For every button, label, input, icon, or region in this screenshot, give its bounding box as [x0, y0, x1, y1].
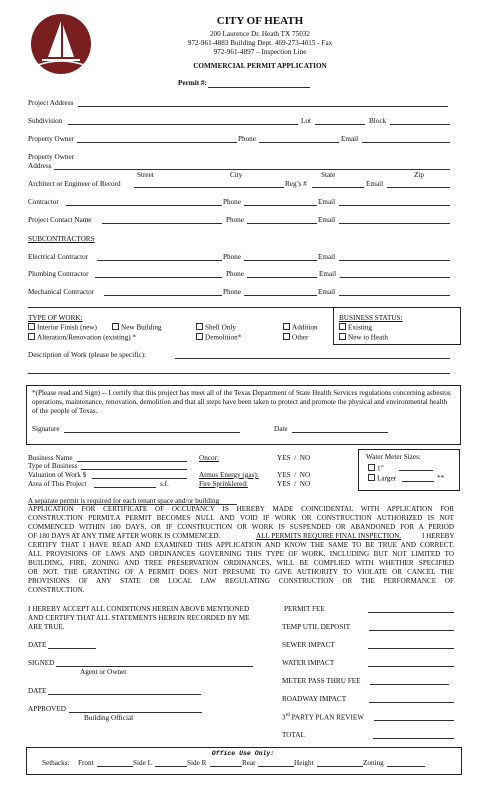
- acceptance-line-2: AND CERTIFY THAT ALL STATEMENTS HEREIN RECORDED BY ME: [28, 614, 250, 622]
- form-title: COMMERCIAL PERMIT APPLICATION: [193, 62, 327, 70]
- electrical-phone-field[interactable]: [244, 260, 317, 261]
- plumbing-label: Plumbing Contractor: [28, 270, 89, 278]
- side-r-field[interactable]: [210, 766, 242, 767]
- area-field[interactable]: [94, 487, 156, 488]
- architect-email-label: Email: [366, 180, 384, 188]
- city-logo: [30, 13, 92, 75]
- contact-email-label: Email: [318, 216, 336, 224]
- legal-line-9: PROVISIONS OF ANY STATE OR LOCAL LAW REGULATING CONSTRUCTION OR THE PERFORMANCE OF: [28, 577, 454, 585]
- owner-email-label: Email: [341, 135, 359, 143]
- side-l-field[interactable]: [155, 766, 187, 767]
- checkbox-icon: [28, 323, 35, 330]
- checkbox-icon: [196, 323, 203, 330]
- signature-label: Signature: [32, 425, 60, 433]
- type-of-work-rule: [28, 307, 333, 308]
- regs-field[interactable]: [312, 187, 364, 188]
- lot-label: Lot: [301, 117, 311, 125]
- owner-phone-label: Phone: [238, 135, 256, 143]
- side-l-label: Side L: [133, 759, 152, 767]
- front-label: Front: [78, 759, 94, 767]
- date-field-1[interactable]: [48, 648, 96, 649]
- acceptance-line-3: ARE TRUE.: [28, 623, 65, 631]
- business-name-label: Business Name: [28, 454, 73, 462]
- legal-line-3: COMMENCED WITHIN 180 DAYS, OR IF CONSTRUCTION OR WORK IS SUSPENDED OR ABANDONED FOR A PERIOD: [28, 523, 454, 531]
- business-name-field[interactable]: [77, 461, 187, 462]
- cert-date-label: Date: [274, 425, 288, 433]
- legal-line-7: BUILDING, FIRE, ZONING AND TREE PRESERVATION ORDINANCES, WILL BE COMPLIED WITH WHETHER SPECIFIED: [28, 559, 454, 567]
- mechanical-email-label: Email: [318, 288, 336, 296]
- height-label: Height: [294, 759, 314, 767]
- city-caption: City: [230, 171, 243, 179]
- fee-permit-field[interactable]: [368, 612, 454, 613]
- rear-label: Rear: [242, 759, 256, 767]
- option-addition[interactable]: Addition: [283, 323, 318, 332]
- separate-permit-note: A separate permit is required for each tenant space and/or building: [28, 497, 220, 505]
- date-label-2: DATE: [28, 687, 47, 695]
- fee-third-party-field[interactable]: [374, 720, 454, 721]
- option-new-building[interactable]: New Building: [112, 323, 162, 332]
- architect-field[interactable]: [134, 187, 284, 188]
- plumbing-email-label: Email: [319, 270, 337, 278]
- certification-text: *(Please read and Sign) -- I certify that this project has meet all of the Texas Department of State Health Services regulations concerning asbestos operations, maintenance, renovation, demolition and that all steps have been taken to protect and promote the physical and environmental health of the people of Texas.: [32, 389, 451, 415]
- legal-line-6: ALL PROVISIONS OF LAWS AND ORDINANCES GOVERNING THIS TYPE OF WORK, INCLUDING BUT NOT LIMITED TO: [28, 550, 454, 558]
- owner-phone-field[interactable]: [259, 142, 339, 143]
- fee-water-label: WATER IMPACT: [282, 659, 335, 667]
- contact-phone-label: Phone: [226, 216, 244, 224]
- mechanical-email-field[interactable]: [339, 295, 450, 296]
- electrical-field[interactable]: [97, 260, 222, 261]
- owner-address-field[interactable]: [54, 169, 450, 170]
- business-status-heading: BUSINESS STATUS:: [339, 314, 403, 322]
- project-contact-label: Project Contact Name: [28, 216, 92, 224]
- option-other[interactable]: Other: [283, 333, 308, 342]
- fee-sewer-label: SEWER IMPACT: [282, 641, 335, 649]
- signed-label: SIGNED: [28, 659, 55, 667]
- project-contact-field[interactable]: [102, 223, 222, 224]
- status-existing[interactable]: Existing: [339, 323, 372, 332]
- option-shell-only[interactable]: Shell Only: [196, 323, 236, 332]
- zoning-label: Zoning: [363, 759, 384, 767]
- checkbox-icon: [339, 333, 346, 340]
- block-label: Block: [369, 117, 387, 125]
- electrical-email-field[interactable]: [339, 260, 450, 261]
- mechanical-phone-field[interactable]: [244, 295, 317, 296]
- permit-number-label: Permit #:: [178, 79, 207, 87]
- legal-line-2: CONSTRUCTION PERMIT.A PERMIT BECOMES NULL AND VOID IF WORK OR CONSTRUCTION AUTHORIZED IS NOT: [28, 514, 454, 522]
- legal-line-5: CERTIFY THAT I HAVE READ AND EXAMINED THIS APPLICATION AND KNOW THE SAME TO BE TRUE AND CORRECT.: [28, 541, 454, 549]
- street-caption: Street: [137, 171, 154, 179]
- legal-line-4c: I HEREBY: [422, 532, 455, 540]
- atmos-label: Atmos Energy (gas):: [199, 471, 259, 479]
- acceptance-line-1: I HEREBY ACCEPT ALL CONDITIONS HEREIN ABOVE MENTIONED: [28, 605, 250, 613]
- checkbox-icon: [283, 323, 290, 330]
- meter-1inch-field[interactable]: [399, 470, 433, 471]
- plumbing-field[interactable]: [95, 277, 222, 278]
- subdivision-label: Subdivision: [28, 117, 63, 125]
- legal-line-4a: OF 180 DAYS AT ANY TIME AFTER WORK IS COMMENCED.: [28, 532, 221, 540]
- fee-roadway-label: ROADWAY IMPACT: [282, 695, 347, 703]
- project-address-label: Project Address: [28, 99, 74, 107]
- fee-third-party-label: 3rd PARTY PLAN REVIEW: [282, 713, 365, 722]
- option-interior-finish[interactable]: Interior Finish (new): [28, 323, 97, 332]
- sprinklered-yes-no[interactable]: YES / NO: [277, 480, 311, 488]
- zip-caption: Zip: [414, 171, 424, 179]
- electrical-phone-label: Phone: [223, 253, 241, 261]
- meter-larger[interactable]: Larger: [368, 474, 396, 483]
- contact-email-field[interactable]: [339, 223, 450, 224]
- business-type-label: Type of Business: [28, 462, 78, 470]
- checkbox-icon: [339, 323, 346, 330]
- fee-permit-label: PERMIT FEE: [284, 605, 325, 613]
- agent-owner-caption: Agent or Owner: [80, 668, 127, 676]
- architect-label: Architect or Engineer of Record: [28, 180, 121, 188]
- city-address: 200 Laurence Dr. Heath TX 75032: [209, 30, 311, 38]
- height-field[interactable]: [317, 766, 363, 767]
- mechanical-phone-label: Phone: [223, 288, 241, 296]
- water-meter-heading: Water Meter Sizes:: [366, 453, 421, 461]
- rear-field[interactable]: [258, 766, 294, 767]
- fee-roadway-field[interactable]: [369, 702, 454, 703]
- property-owner-label: Property Owner: [28, 135, 75, 143]
- checkbox-icon: [368, 474, 375, 481]
- checkbox-icon: [196, 333, 203, 340]
- contractor-label: Contractor: [28, 198, 59, 206]
- lot-field[interactable]: [315, 124, 365, 125]
- cert-date-field[interactable]: [292, 432, 388, 433]
- option-alteration[interactable]: Alteration/Renovation (existing) *: [28, 333, 136, 342]
- building-official-caption: Building Official: [84, 714, 134, 722]
- state-caption: State: [321, 171, 336, 179]
- inspection-line: 972-961-4897 – Inspection Line: [213, 48, 307, 56]
- description-label: Description of Work (please be specific):: [28, 351, 147, 359]
- fee-temp-util-field[interactable]: [369, 630, 454, 631]
- mechanical-field[interactable]: [104, 295, 222, 296]
- contractor-phone-field[interactable]: [244, 205, 317, 206]
- legal-line-8: OR NOT. THE GRANTING OF A PERMIT DOES NOT PRESUME TO GIVE AUTHORITY TO VIOLATE OR CANCEL THE: [28, 568, 454, 576]
- owner-address-label-1: Property Owner: [28, 153, 75, 161]
- checkbox-icon: [283, 333, 290, 340]
- checkbox-icon: [368, 464, 375, 471]
- city-phones: 972-961-4883 Building Dept. 469-273-4015 - Fax: [187, 39, 333, 47]
- fee-water-field[interactable]: [368, 666, 454, 667]
- meter-stars: **: [437, 474, 445, 482]
- property-owner-field[interactable]: [77, 142, 237, 143]
- signature-field[interactable]: [64, 432, 240, 433]
- architect-email-field[interactable]: [387, 187, 450, 188]
- zoning-field[interactable]: [387, 766, 425, 767]
- plumbing-phone-field[interactable]: [247, 277, 317, 278]
- contact-phone-field[interactable]: [247, 223, 317, 224]
- approved-label: APPROVED: [28, 705, 66, 713]
- contractor-field[interactable]: [66, 205, 222, 206]
- front-field[interactable]: [97, 766, 133, 767]
- option-demolition[interactable]: Demolition*: [196, 333, 241, 342]
- status-new-to-heath[interactable]: New to Heath: [339, 333, 388, 342]
- legal-line-10: CONSTRUCTION.: [28, 586, 85, 594]
- regs-label: Reg’s #: [285, 180, 307, 188]
- setbacks-label: Setbacks:: [42, 759, 70, 767]
- sprinklered-label: Fire Sprinklered:: [199, 480, 248, 488]
- subcontractors-heading: SUBCONTRACTORS: [28, 235, 95, 243]
- oncor-yes-no[interactable]: YES / NO: [277, 454, 311, 462]
- city-name: CITY OF HEATH: [216, 15, 304, 27]
- type-of-work-heading: TYPE OF WORK:: [28, 314, 83, 322]
- fee-sewer-field[interactable]: [368, 648, 454, 649]
- valuation-label: Valuation of Work $: [28, 471, 87, 479]
- fee-meter-field[interactable]: [370, 684, 449, 685]
- sf-unit: s.f.: [160, 480, 169, 488]
- legal-line-4b: ALL PERMITS REQUIRE FINAL INSPECTION.: [256, 532, 402, 540]
- checkbox-icon: [28, 333, 35, 340]
- project-address-field[interactable]: [78, 106, 448, 107]
- owner-address-label-2: Address: [28, 162, 52, 170]
- area-label: Area of This Project: [28, 480, 87, 488]
- block-field[interactable]: [390, 124, 450, 125]
- fee-total-field[interactable]: [373, 738, 454, 739]
- description-field-1[interactable]: [175, 358, 450, 359]
- date-label-1: DATE: [28, 641, 47, 649]
- atmos-yes-no[interactable]: YES / NO: [277, 471, 311, 479]
- subdivision-field[interactable]: [68, 124, 298, 125]
- meter-1inch[interactable]: 1”: [368, 464, 384, 473]
- checkbox-icon: [112, 323, 119, 330]
- side-r-label: Side R: [187, 759, 207, 767]
- signed-field[interactable]: [56, 666, 253, 667]
- owner-email-field[interactable]: [362, 142, 450, 143]
- contractor-email-label: Email: [318, 198, 336, 206]
- approved-field[interactable]: [69, 712, 202, 713]
- office-use-heading: Office Use Only:: [211, 750, 275, 757]
- oncor-label: Oncor:: [199, 454, 219, 462]
- fee-temp-util-label: TEMP UTIL DEPOSIT: [282, 623, 351, 631]
- meter-larger-field[interactable]: [402, 481, 434, 482]
- plumbing-phone-label: Phone: [226, 270, 244, 278]
- permit-number-field[interactable]: [208, 87, 310, 88]
- legal-line-1: APPLICATION FOR CERTIFICATE OF OCCUPANCY IS HEREBY MADE COINCIDENTAL WITH APPLICATION FOR: [28, 505, 454, 513]
- business-type-field[interactable]: [81, 469, 187, 470]
- contractor-phone-label: Phone: [223, 198, 241, 206]
- description-field-2[interactable]: [28, 373, 450, 374]
- fee-meter-label: METER PASS THRU FEE: [282, 677, 361, 685]
- electrical-label: Electrical Contractor: [28, 253, 89, 261]
- electrical-email-label: Email: [318, 253, 336, 261]
- fee-total-label: TOTAL: [282, 731, 305, 739]
- date-field-2[interactable]: [48, 694, 201, 695]
- valuation-field[interactable]: [92, 478, 187, 479]
- mechanical-label: Mechanical Contractor: [28, 288, 95, 296]
- contractor-email-field[interactable]: [339, 205, 450, 206]
- plumbing-email-field[interactable]: [340, 277, 450, 278]
